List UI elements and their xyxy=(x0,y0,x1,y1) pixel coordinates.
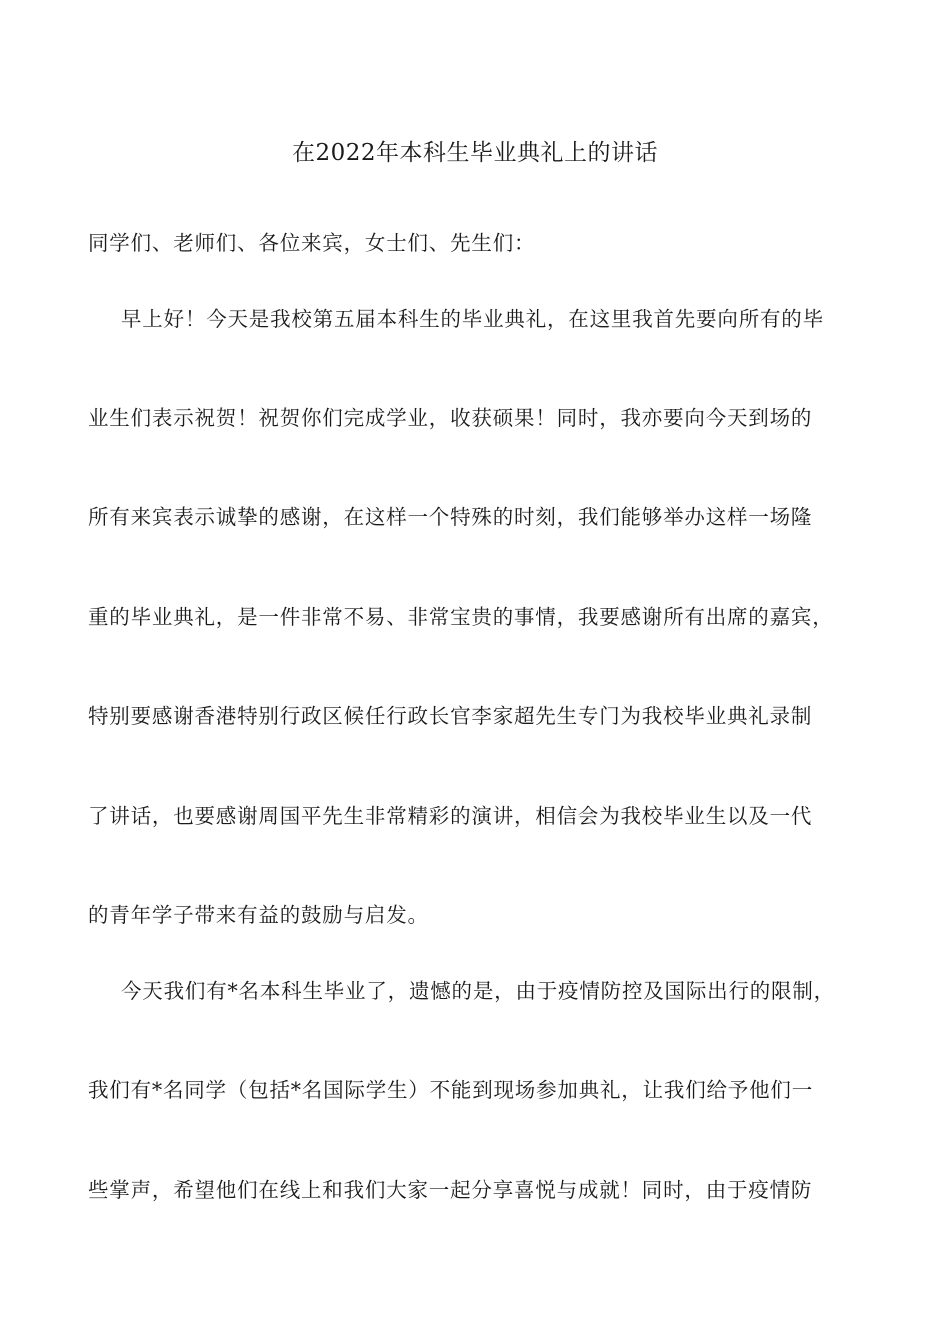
paragraph-line: 今天我们有*名本科生毕业了，遗憾的是，由于疫情防控及国际出行的限制， xyxy=(121,979,835,1003)
paragraph-line: 了讲话，也要感谢周国平先生非常精彩的演讲，相信会为我校毕业生以及一代 xyxy=(88,804,813,828)
paragraph-line: 的青年学子带来有益的鼓励与启发。 xyxy=(88,903,429,927)
document-title: 在2022年本科生毕业典礼上的讲话 xyxy=(291,140,659,166)
salutation: 同学们、老师们、各位来宾，女士们、先生们： xyxy=(88,231,536,255)
paragraph-line: 重的毕业典礼，是一件非常不易、非常宝贵的事情，我要感谢所有出席的嘉宾， xyxy=(88,605,834,629)
paragraph-line: 我们有*名同学（包括*名国际学生）不能到现场参加典礼，让我们给予他们一 xyxy=(88,1078,813,1102)
paragraph-line: 所有来宾表示诚挚的感谢，在这样一个特殊的时刻，我们能够举办这样一场隆 xyxy=(88,505,813,529)
paragraph-line: 特别要感谢香港特别行政区候任行政长官李家超先生专门为我校毕业典礼录制 xyxy=(88,704,813,728)
paragraph-line: 早上好！今天是我校第五届本科生的毕业典礼，在这里我首先要向所有的毕 xyxy=(121,307,824,331)
paragraph-line: 业生们表示祝贺！祝贺你们完成学业，收获硕果！同时，我亦要向今天到场的 xyxy=(88,406,813,430)
paragraph-line: 些掌声，希望他们在线上和我们大家一起分享喜悦与成就！同时，由于疫情防 xyxy=(88,1178,813,1202)
